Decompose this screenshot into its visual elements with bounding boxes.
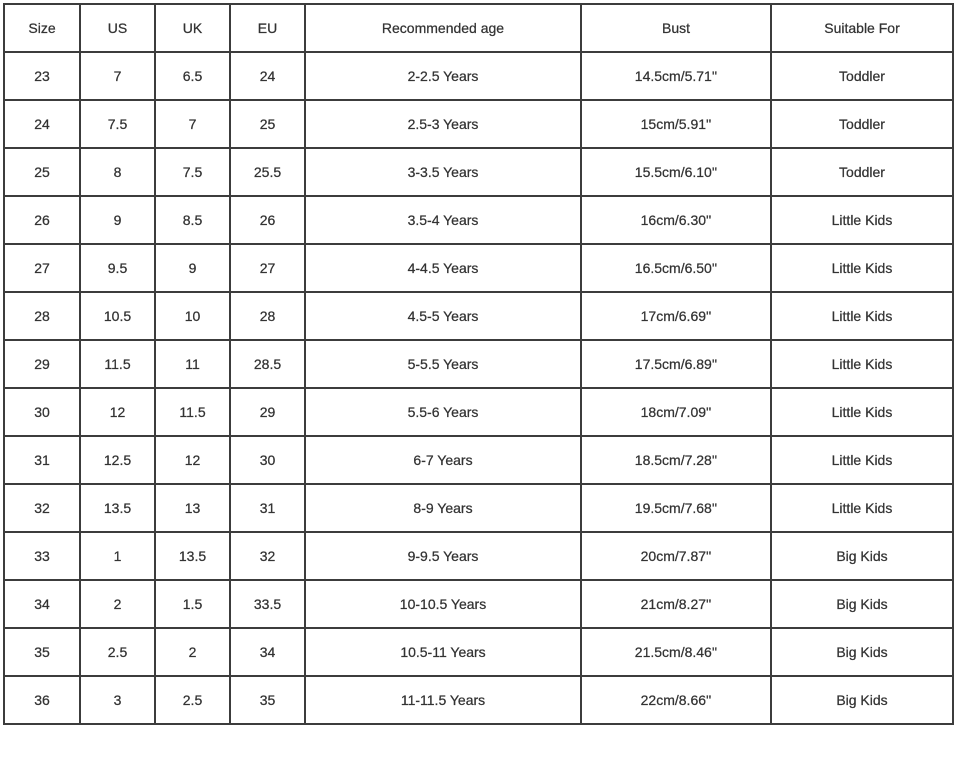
table-row bbox=[4, 196, 953, 244]
header-eu: EU bbox=[230, 4, 305, 52]
cell-uk: 7 bbox=[155, 100, 230, 148]
table-row bbox=[4, 148, 953, 196]
cell-us: 9.5 bbox=[80, 244, 155, 292]
header-bust: Bust bbox=[581, 4, 771, 52]
cell-eu: 31 bbox=[230, 484, 305, 532]
cell-uk: 8.5 bbox=[155, 196, 230, 244]
cell-suitable-for: Toddler bbox=[771, 148, 953, 196]
cell-eu: 26 bbox=[230, 196, 305, 244]
cell-eu: 28 bbox=[230, 292, 305, 340]
table-header bbox=[4, 4, 953, 52]
cell-size: 35 bbox=[4, 628, 80, 676]
cell-recommended-age: 9-9.5 Years bbox=[305, 532, 581, 580]
cell-uk: 6.5 bbox=[155, 52, 230, 100]
cell-us: 9 bbox=[80, 196, 155, 244]
table-row bbox=[4, 244, 953, 292]
cell-uk: 10 bbox=[155, 292, 230, 340]
header-suitable-for: Suitable For bbox=[771, 4, 953, 52]
cell-size: 29 bbox=[4, 340, 80, 388]
cell-recommended-age: 2-2.5 Years bbox=[305, 52, 581, 100]
cell-uk: 2 bbox=[155, 628, 230, 676]
cell-recommended-age: 4-4.5 Years bbox=[305, 244, 581, 292]
header-recommended-age: Recommended age bbox=[305, 4, 581, 52]
table-row bbox=[4, 52, 953, 100]
table-row bbox=[4, 676, 953, 724]
cell-eu: 28.5 bbox=[230, 340, 305, 388]
cell-uk: 2.5 bbox=[155, 676, 230, 724]
header-row bbox=[4, 4, 953, 52]
cell-bust: 22cm/8.66'' bbox=[581, 676, 771, 724]
cell-suitable-for: Little Kids bbox=[771, 484, 953, 532]
cell-suitable-for: Little Kids bbox=[771, 436, 953, 484]
cell-eu: 35 bbox=[230, 676, 305, 724]
cell-suitable-for: Little Kids bbox=[771, 388, 953, 436]
cell-suitable-for: Big Kids bbox=[771, 676, 953, 724]
cell-size: 32 bbox=[4, 484, 80, 532]
cell-bust: 21cm/8.27'' bbox=[581, 580, 771, 628]
cell-bust: 17.5cm/6.89'' bbox=[581, 340, 771, 388]
cell-recommended-age: 5.5-6 Years bbox=[305, 388, 581, 436]
cell-uk: 7.5 bbox=[155, 148, 230, 196]
cell-recommended-age: 4.5-5 Years bbox=[305, 292, 581, 340]
cell-us: 7.5 bbox=[80, 100, 155, 148]
table-row bbox=[4, 100, 953, 148]
cell-size: 23 bbox=[4, 52, 80, 100]
header-size: Size bbox=[4, 4, 80, 52]
cell-recommended-age: 3.5-4 Years bbox=[305, 196, 581, 244]
cell-us: 8 bbox=[80, 148, 155, 196]
cell-eu: 30 bbox=[230, 436, 305, 484]
table-row bbox=[4, 580, 953, 628]
table-row bbox=[4, 628, 953, 676]
table-row bbox=[4, 292, 953, 340]
cell-uk: 13.5 bbox=[155, 532, 230, 580]
cell-uk: 13 bbox=[155, 484, 230, 532]
cell-us: 3 bbox=[80, 676, 155, 724]
header-us: US bbox=[80, 4, 155, 52]
cell-eu: 25 bbox=[230, 100, 305, 148]
cell-bust: 15cm/5.91'' bbox=[581, 100, 771, 148]
cell-us: 2.5 bbox=[80, 628, 155, 676]
header-uk: UK bbox=[155, 4, 230, 52]
cell-us: 11.5 bbox=[80, 340, 155, 388]
cell-bust: 15.5cm/6.10'' bbox=[581, 148, 771, 196]
cell-recommended-age: 11-11.5 Years bbox=[305, 676, 581, 724]
cell-uk: 9 bbox=[155, 244, 230, 292]
cell-eu: 29 bbox=[230, 388, 305, 436]
table-row bbox=[4, 484, 953, 532]
cell-eu: 27 bbox=[230, 244, 305, 292]
table-body bbox=[4, 52, 953, 724]
cell-recommended-age: 2.5-3 Years bbox=[305, 100, 581, 148]
cell-size: 28 bbox=[4, 292, 80, 340]
cell-size: 36 bbox=[4, 676, 80, 724]
cell-uk: 11.5 bbox=[155, 388, 230, 436]
cell-size: 25 bbox=[4, 148, 80, 196]
cell-suitable-for: Little Kids bbox=[771, 292, 953, 340]
cell-size: 30 bbox=[4, 388, 80, 436]
cell-us: 1 bbox=[80, 532, 155, 580]
cell-size: 27 bbox=[4, 244, 80, 292]
cell-eu: 25.5 bbox=[230, 148, 305, 196]
cell-uk: 11 bbox=[155, 340, 230, 388]
cell-us: 12 bbox=[80, 388, 155, 436]
cell-us: 7 bbox=[80, 52, 155, 100]
table-row bbox=[4, 532, 953, 580]
cell-us: 2 bbox=[80, 580, 155, 628]
cell-uk: 1.5 bbox=[155, 580, 230, 628]
cell-suitable-for: Big Kids bbox=[771, 628, 953, 676]
cell-bust: 18.5cm/7.28'' bbox=[581, 436, 771, 484]
cell-bust: 18cm/7.09'' bbox=[581, 388, 771, 436]
cell-suitable-for: Little Kids bbox=[771, 196, 953, 244]
table-row bbox=[4, 388, 953, 436]
table-row bbox=[4, 340, 953, 388]
cell-recommended-age: 6-7 Years bbox=[305, 436, 581, 484]
cell-bust: 19.5cm/7.68'' bbox=[581, 484, 771, 532]
cell-suitable-for: Toddler bbox=[771, 100, 953, 148]
cell-bust: 20cm/7.87'' bbox=[581, 532, 771, 580]
cell-us: 13.5 bbox=[80, 484, 155, 532]
cell-eu: 32 bbox=[230, 532, 305, 580]
cell-size: 26 bbox=[4, 196, 80, 244]
cell-recommended-age: 10.5-11 Years bbox=[305, 628, 581, 676]
cell-recommended-age: 10-10.5 Years bbox=[305, 580, 581, 628]
cell-eu: 33.5 bbox=[230, 580, 305, 628]
cell-recommended-age: 5-5.5 Years bbox=[305, 340, 581, 388]
cell-recommended-age: 3-3.5 Years bbox=[305, 148, 581, 196]
cell-suitable-for: Toddler bbox=[771, 52, 953, 100]
size-chart-table bbox=[3, 3, 954, 725]
cell-eu: 24 bbox=[230, 52, 305, 100]
cell-bust: 14.5cm/5.71'' bbox=[581, 52, 771, 100]
cell-bust: 17cm/6.69'' bbox=[581, 292, 771, 340]
cell-suitable-for: Big Kids bbox=[771, 532, 953, 580]
cell-us: 12.5 bbox=[80, 436, 155, 484]
cell-us: 10.5 bbox=[80, 292, 155, 340]
cell-bust: 21.5cm/8.46'' bbox=[581, 628, 771, 676]
cell-size: 31 bbox=[4, 436, 80, 484]
cell-size: 24 bbox=[4, 100, 80, 148]
table-row bbox=[4, 436, 953, 484]
cell-bust: 16.5cm/6.50'' bbox=[581, 244, 771, 292]
cell-suitable-for: Little Kids bbox=[771, 244, 953, 292]
cell-size: 33 bbox=[4, 532, 80, 580]
cell-size: 34 bbox=[4, 580, 80, 628]
cell-recommended-age: 8-9 Years bbox=[305, 484, 581, 532]
cell-suitable-for: Little Kids bbox=[771, 340, 953, 388]
cell-uk: 12 bbox=[155, 436, 230, 484]
cell-suitable-for: Big Kids bbox=[771, 580, 953, 628]
cell-bust: 16cm/6.30'' bbox=[581, 196, 771, 244]
cell-eu: 34 bbox=[230, 628, 305, 676]
